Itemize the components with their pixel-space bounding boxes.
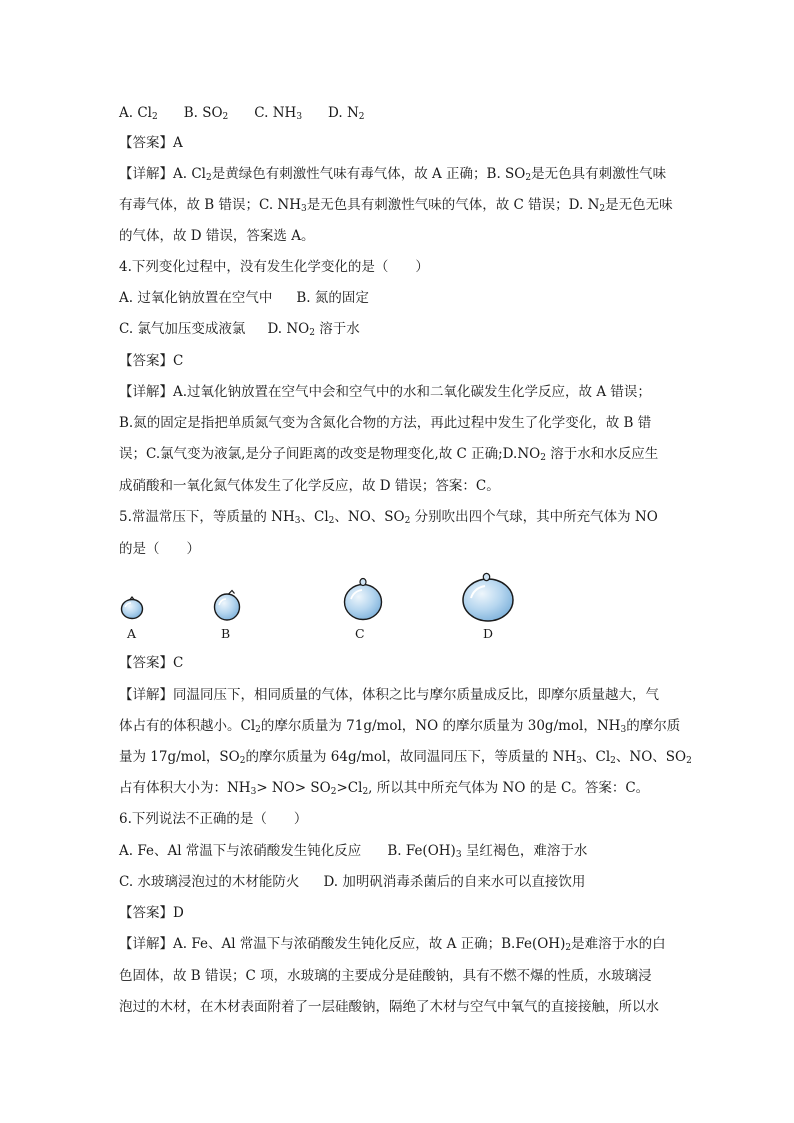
balloon-figure xyxy=(110,568,530,644)
q6-option-c: C. 水玻璃浸泡过的木材能防火 xyxy=(119,874,300,890)
balloon-label-b: B xyxy=(221,626,231,641)
q6-answer: 【答案】D xyxy=(119,905,184,921)
q4-option-d: D. $NO_2$ 溶于水 xyxy=(267,321,360,338)
q5-explain-line-1: 【详解】同温同压下，相同质量的气体，体积之比与摩尔质量成反比，即摩尔质量越大，气 xyxy=(119,687,659,703)
q6-option-b: B. $Fe(OH)_3$ 呈红褐色，难溶于水 xyxy=(387,843,588,860)
q5-explain-line-4: 占有体积大小为：$NH_3> NO> SO_2>Cl_2$, 所以其中所充气体为 NO 的是 C。答案：C。 xyxy=(119,780,650,797)
q4-explain-line-4: 成硝酸和一氧化氮气体发生了化学反应，故 D 错误；答案：C。 xyxy=(119,478,500,494)
balloon-label-a: A xyxy=(127,626,137,641)
balloon-label-d: D xyxy=(483,626,494,641)
q3-explain-line-2: 有毒气体，故 B 错误；C. $NH_3$是无色具有刺激性气味的气体，故 C 错误；D. $N_2$是无色无味 xyxy=(119,197,673,214)
q4-stem: 4.下列变化过程中，没有发生化学变化的是（ ） xyxy=(119,259,429,275)
q3-options xyxy=(119,104,365,122)
q3-option-d: D. $N_2$ xyxy=(328,105,365,122)
balloon-b xyxy=(215,591,240,621)
balloon-a xyxy=(122,597,143,619)
q4-explain-line-1: 【详解】A.过氧化钠放置在空气中会和空气中的水和二氧化碳发生化学反应，故 A 错误； xyxy=(119,384,651,400)
q3-answer: 【答案】A xyxy=(119,135,183,151)
q6-stem: 6.下列说法不正确的是（ ） xyxy=(119,811,308,827)
q4-options-row-1 xyxy=(119,289,369,307)
q4-options-row-2 xyxy=(119,320,360,338)
q4-option-b: B. 氮的固定 xyxy=(296,290,369,306)
q6-explain-line-3: 泡过的木材，在木材表面附着了一层硅酸钠，隔绝了木材与空气中氧气的直接接触，所以水 xyxy=(119,999,659,1015)
q6-options-row-2 xyxy=(119,873,585,891)
balloon-d xyxy=(463,573,513,621)
q3-option-b: B. $SO_2$ xyxy=(183,105,229,122)
q4-explain-line-2: B.氮的固定是指把单质氮气变为含氮化合物的方法，再此过程中发生了化学变化，故 B 错 xyxy=(119,415,652,431)
q5-answer: 【答案】C xyxy=(119,655,184,671)
q3-option-c: C. $NH_3$ xyxy=(254,105,303,122)
balloon-c xyxy=(345,579,382,620)
q5-stem-line-2: 的是（ ） xyxy=(119,541,200,557)
q5-explain-line-3: 量为 17g/mol，$SO_2$的摩尔质量为 64g/mol，故同温同压下，等质量的 $NH_3$、$Cl_2$、NO、$SO_2$ xyxy=(119,749,692,766)
q3-explain-line-3: 的气体，故 D 错误，答案选 A。 xyxy=(119,228,315,244)
q6-explain-line-1: 【详解】A. Fe、Al 常温下与浓硝酸发生钝化反应，故 A 正确；$B.Fe(OH)_2$是难溶于水的白 xyxy=(119,936,666,953)
q3-explain-line-1: 【详解】A. $Cl_2$是黄绿色有刺激性气味有毒气体，故 A 正确；B. $SO_2$是无色具有刺激性气味 xyxy=(119,166,667,183)
q4-option-c: C. 氯气加压变成液氯 xyxy=(119,321,246,337)
q3-option-a: A. $Cl_2$ xyxy=(119,105,158,122)
q4-explain-line-3: 误；C.氯气变为液氯,是分子间距离的改变是物理变化,故 C 正确$;D.NO_2$ 溶于水和水反应生 xyxy=(119,446,659,463)
q4-answer: 【答案】C xyxy=(119,353,184,369)
q5-explain-line-2: 体占有的体积越小。$Cl_2$的摩尔质量为 71g/mol，NO 的摩尔质量为 30g/mol，$NH_3$的摩尔质 xyxy=(119,718,681,735)
q4-option-a: A. 过氧化钠放置在空气中 xyxy=(119,290,273,306)
q6-option-a: A. Fe、Al 常温下与浓硝酸发生钝化反应 xyxy=(119,843,362,859)
balloon-svg xyxy=(110,568,530,644)
balloon-label-c: C xyxy=(355,626,365,641)
q6-explain-line-2: 色固体，故 B 错误；C 项，水玻璃的主要成分是硅酸钠，具有不燃不爆的性质，水玻璃浸 xyxy=(119,968,652,984)
q5-stem-line-1: 5.常温常压下，等质量的 $NH_3$、$Cl_2$、NO、$SO_2$ 分别吹出四个气球，其中所充气体为 NO xyxy=(119,509,658,526)
q6-options-row-1 xyxy=(119,842,587,860)
q6-option-d: D. 加明矾消毒杀菌后的自来水可以直接饮用 xyxy=(323,874,586,890)
